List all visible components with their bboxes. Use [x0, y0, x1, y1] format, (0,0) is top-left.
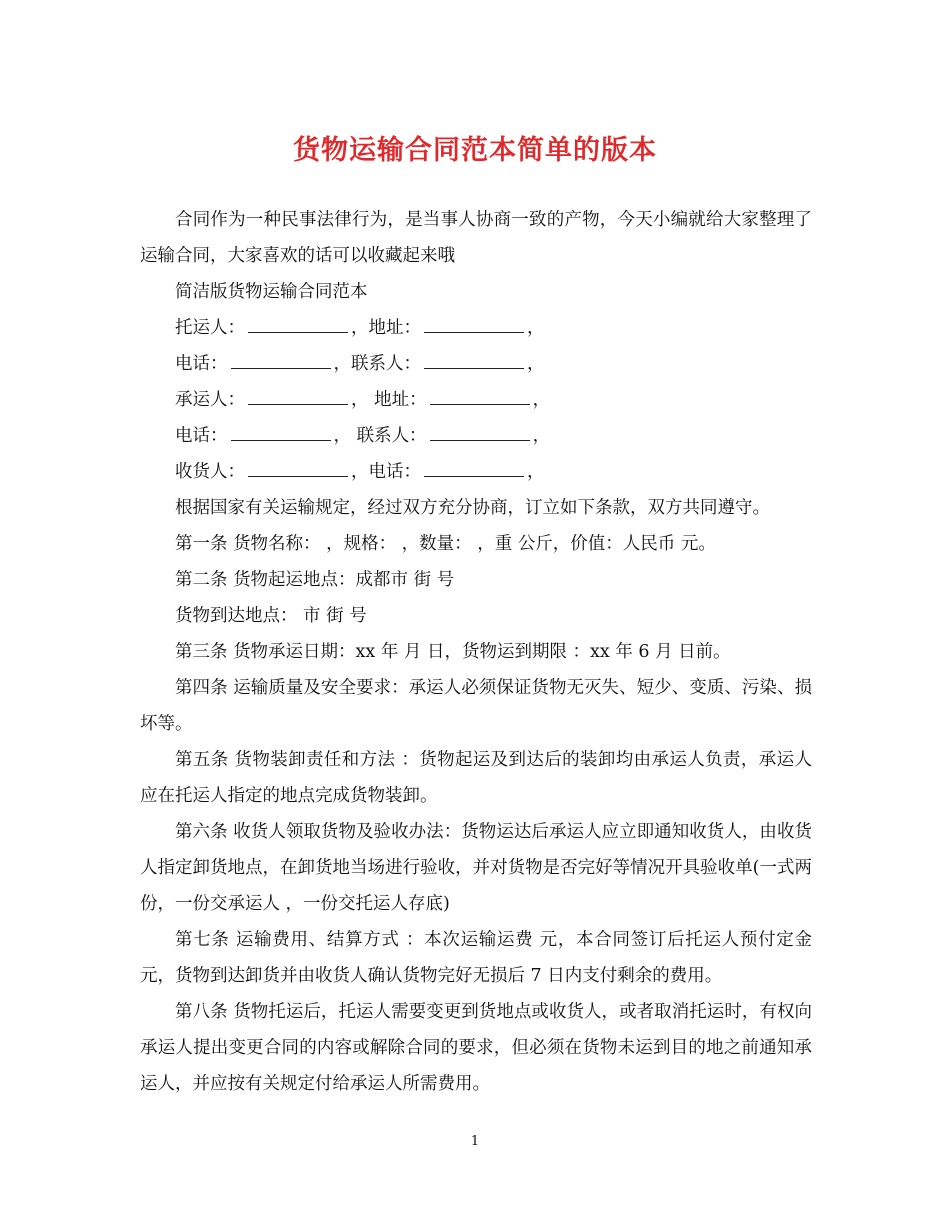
clause-5: 第五条 货物装卸责任和方法 ：货物起运及到达后的装卸均由承运人负责，承运人应在托运人指定的地点完成货物装卸。 [140, 750, 812, 806]
clause-6: 第六条 收货人领取货物及验收办法：货物运达后承运人应立即通知收货人，由收货人指定卸货地点，在卸货地当场进行验收，并对货物是否完好等情况开具验收单(一式两份，一份交承运人 ，一份交托运人存底) [140, 822, 812, 914]
document-title: 货物运输合同范本简单的版本 [293, 135, 657, 166]
carrier-contact-label: ， 联系人： [333, 426, 427, 446]
carrier-address-label: ， 地址： [351, 390, 427, 410]
line-end: ， [527, 318, 545, 338]
carrier-address-blank [430, 384, 530, 405]
carrier-phone-label: 电话： [175, 426, 228, 446]
clause-2: 第二条 货物起运地点：成都市 街 号 [175, 570, 455, 590]
preamble-paragraph: 根据国家有关运输规定，经过双方充分协商，订立如下条款，双方共同遵守。 [175, 498, 770, 518]
shipper-label: 托运人： [175, 318, 245, 338]
shipper-phone-line [140, 346, 812, 382]
document-body [140, 202, 812, 1102]
shipper-contact-label: ，联系人： [333, 354, 421, 374]
consignee-phone-label: ，电话： [351, 462, 421, 482]
consignee-phone-blank [424, 456, 524, 477]
clause-2-destination: 货物到达地点： 市 街 号 [175, 606, 367, 626]
line-end: ， [532, 426, 551, 446]
carrier-phone-blank [231, 420, 331, 441]
intro-paragraph: 合同作为一种民事法律行为，是当事人协商一致的产物，今天小编就给大家整理了运输合同，大家喜欢的话可以收藏起来哦 [140, 210, 812, 266]
shipper-line [140, 310, 812, 346]
clause-7: 第七条 运输费用、结算方式 ：本次运输运费 元，本合同签订后托运人预付定金 元，货物到达卸货并由收货人确认货物完好无损后 7 日内支付剩余的费用。 [140, 930, 812, 986]
line-end: ， [532, 390, 551, 410]
line-end: ， [527, 462, 545, 482]
shipper-address-label: ，地址： [351, 318, 421, 338]
consignee-name-blank [248, 456, 348, 477]
clause-8: 第八条 货物托运后，托运人需要变更到货地点或收货人，或者取消托运时，有权向承运人提出变更合同的内容或解除合同的要求，但必须在货物未运到目的地之前通知承运人，并应按有关规定付给承运人所需费用。 [140, 1002, 812, 1094]
shipper-phone-blank [231, 348, 331, 369]
shipper-phone-label: 电话： [175, 354, 228, 374]
page-number: 1 [470, 1134, 480, 1149]
consignee-label: 收货人： [175, 462, 245, 482]
clause-3: 第三条 货物承运日期：xx 年 月 日，货物运到期限 ：xx 年 6 月 日前。 [175, 642, 731, 662]
clause-4: 第四条 运输质量及安全要求：承运人必须保证货物无灭失、短少、变质、污染、损坏等。 [140, 678, 812, 734]
clause-1: 第一条 货物名称： ，规格： ，数量： ，重 公斤，价值：人民币 元。 [175, 534, 716, 554]
shipper-name-blank [248, 312, 348, 333]
carrier-line [140, 382, 812, 418]
consignee-line [140, 454, 812, 490]
shipper-address-blank [424, 312, 524, 333]
shipper-contact-blank [424, 348, 524, 369]
line-end: ， [527, 354, 545, 374]
carrier-phone-line [140, 418, 812, 454]
carrier-label: 承运人： [175, 390, 245, 410]
carrier-name-blank [248, 384, 348, 405]
subtitle-paragraph: 简洁版货物运输合同范本 [175, 282, 368, 302]
carrier-contact-blank [430, 420, 530, 441]
